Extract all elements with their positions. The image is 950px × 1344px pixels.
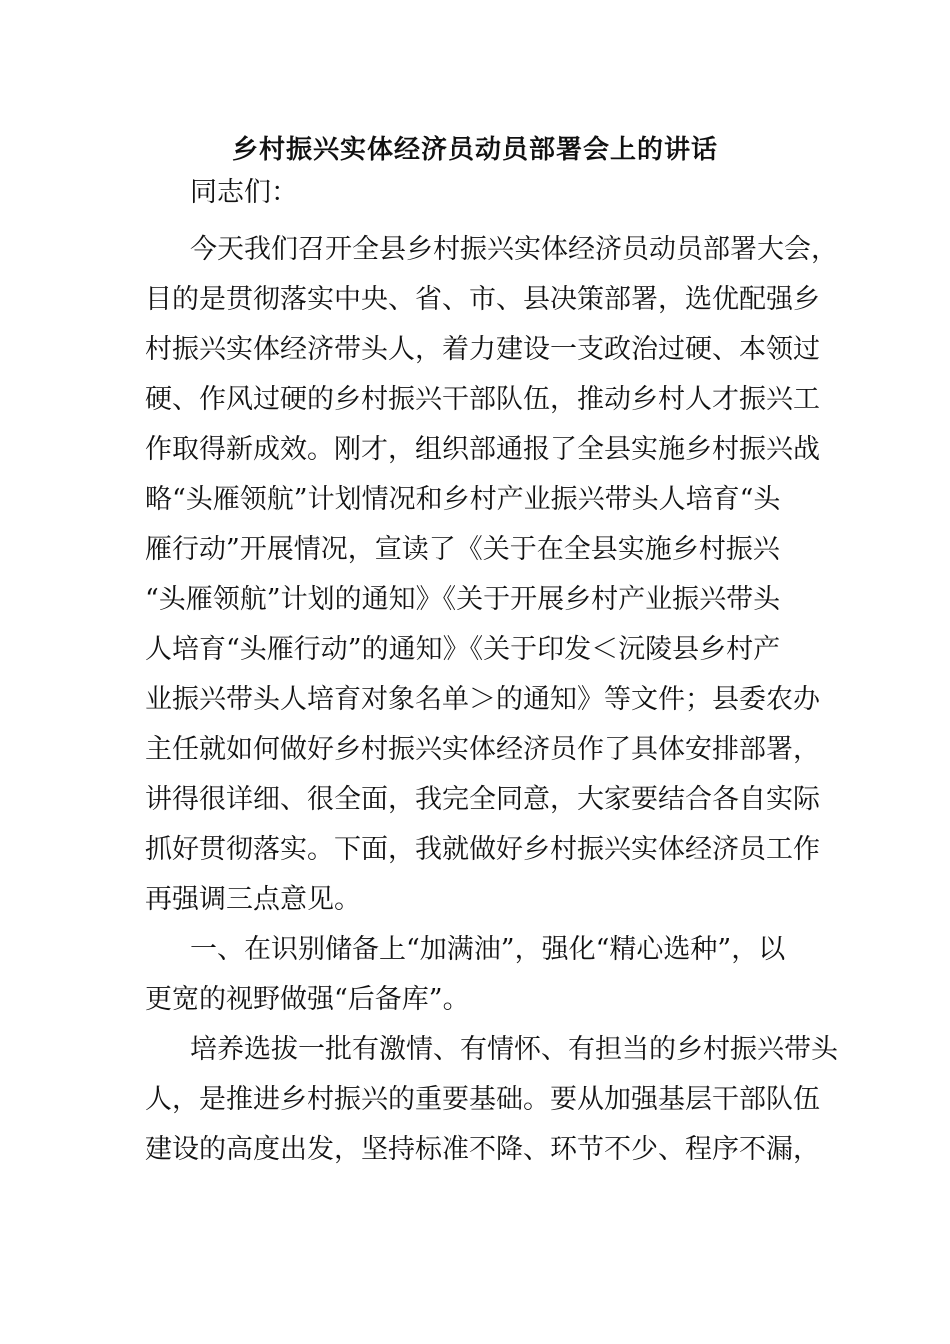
paragraph-line: 建设的高度出发，坚持标准不降、环节不少、程序不漏， (145, 1134, 820, 1165)
section-heading-line: 一、在识别储备上“加满油”，强化“精心选种”，以 (190, 934, 786, 965)
paragraph-line: 再强调三点意见。 (145, 884, 361, 915)
paragraph-line: 硬、作风过硬的乡村振兴干部队伍，推动乡村人才振兴工 (145, 384, 820, 415)
document-title: 乡村振兴实体经济员动员部署会上的讲话 (231, 135, 718, 165)
paragraph-line: 主任就如何做好乡村振兴实体经济员作了具体安排部署， (145, 734, 820, 765)
paragraph-line: 人，是推进乡村振兴的重要基础。要从加强基层干部队伍 (145, 1084, 820, 1115)
paragraph-line: 略“头雁领航”计划情况和乡村产业振兴带头人培育“头 (145, 484, 781, 515)
salutation: 同志们： (190, 177, 298, 208)
section-heading-line: 更宽的视野做强“后备库”。 (145, 984, 470, 1015)
paragraph-line: 雁行动”开展情况，宣读了《关于在全县实施乡村振兴 (145, 534, 780, 565)
paragraph-line: 目的是贯彻落实中央、省、市、县决策部署，选优配强乡 (145, 284, 820, 315)
paragraph-line: 业振兴带头人培育对象名单＞的通知》等文件；县委农办 (145, 684, 820, 715)
paragraph-line: “头雁领航”计划的通知》《关于开展乡村产业振兴带头 (145, 584, 781, 615)
paragraph-line: 村振兴实体经济带头人，着力建设一支政治过硬、本领过 (145, 334, 820, 365)
paragraph-line: 今天我们召开全县乡村振兴实体经济员动员部署大会， (190, 234, 838, 265)
paragraph-line: 培养选拔一批有激情、有情怀、有担当的乡村振兴带头 (190, 1034, 838, 1065)
paragraph-line: 作取得新成效。刚才，组织部通报了全县实施乡村振兴战 (145, 434, 820, 465)
paragraph-line: 人培育“头雁行动”的通知》《关于印发＜沅陵县乡村产 (145, 634, 781, 665)
paragraph-line: 讲得很详细、很全面，我完全同意，大家要结合各自实际 (145, 784, 820, 815)
paragraph-line: 抓好贯彻落实。下面，我就做好乡村振兴实体经济员工作 (145, 834, 820, 865)
